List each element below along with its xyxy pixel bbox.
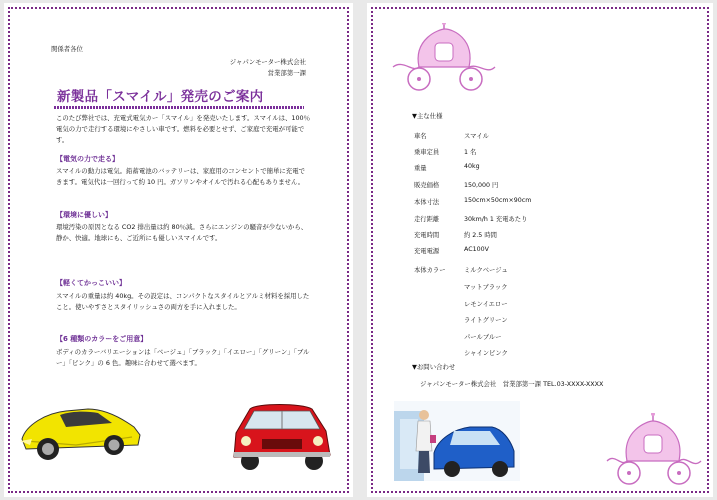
section-body-power: スマイルの動力は電気。鉛蓄電池のバッテリーは、家庭用のコンセントで簡単に充電できます。電気代は一回行って約 10 円。ガソリンやオイルで汚れる心配もありません。: [56, 167, 305, 186]
color-option: レモンイエロー: [464, 301, 508, 308]
spec-heading: ▼主な仕様: [412, 112, 443, 120]
contact-info: ジャパンモーター株式会社 営業部第一課 TEL.03-XXXX-XXXX: [420, 380, 604, 388]
woman-with-blue-car-illustration: [394, 401, 520, 481]
section-heading-eco: 【環境に優しい】: [56, 211, 112, 219]
yellow-sports-car-illustration: [16, 401, 144, 467]
section-body-colors: ボディのカラーバリエーションは「ベージュ」「ブラック」「イエロー」「グリーン」「ブルー」「ピンク」の 6 色。趣味に合わせて選べます。: [56, 348, 310, 367]
addressee: 関係者各位: [51, 45, 83, 53]
section-body-eco: 環境汚染の原因となる CO2 排出量は約 80％減。さらにエンジンの騒音が少ないから、静か、快適。地球にも、ご近所にも優しいスマイルです。: [56, 223, 308, 242]
color-option: ライトグリーン: [464, 317, 508, 324]
intro-paragraph: このたび弊社では、充電式電気カー「スマイル」を発売いたします。スマイルは、100％電気の力で走行する環境にやさしい車です。燃料を必要とせず、ご家庭で充電が可能です。: [56, 114, 311, 144]
section-heading-power: 【電気の力で走る】: [56, 155, 119, 163]
title-rule: [54, 106, 304, 109]
section-heading-colors: 【6 種類のカラーをご用意】: [56, 335, 148, 343]
section-body-light: スマイルの重量は約 40kg。その設定は、コンパクトなスタイルとアルミ材料を採用したこと。使いやすさとスタイリッシュさの両方を手に入れました。: [56, 292, 310, 311]
section-heading-light: 【軽くてかっこいい】: [56, 279, 126, 287]
contact-heading: ▼お問い合わせ: [412, 363, 456, 371]
color-option: パールブルー: [464, 334, 502, 341]
pink-carriage-illustration-top: [383, 23, 501, 93]
right-page: ▼主な仕様 車名 スマイル 乗車定員 1 名 重量 40kg 販売価格 150,000 円 本体寸法 150cm×50cm×90cm 走行距離 30km/h 1 充電あたり 充電時間 約 2.5 時間 充電電源 AC100V 本体カラー ミルクベージュ マットブラック レモンイエロー ライトグリーン パールブルー シャインピンク ▼お問い合わせ ジャパンモーター株式会社 営業部第一課 TEL.03-XXXX-XXXX: [367, 3, 713, 497]
red-compact-car-illustration: [226, 397, 338, 473]
pink-carriage-illustration-bottom: [603, 413, 703, 487]
department-name: 営業部第一課: [267, 69, 306, 77]
color-option: マットブラック: [464, 284, 508, 291]
left-page: [4, 3, 353, 497]
page-title: 新製品「スマイル」発売のご案内: [57, 89, 264, 105]
color-option: シャインピンク: [464, 350, 508, 357]
company-name: ジャパンモーター株式会社: [229, 58, 306, 66]
